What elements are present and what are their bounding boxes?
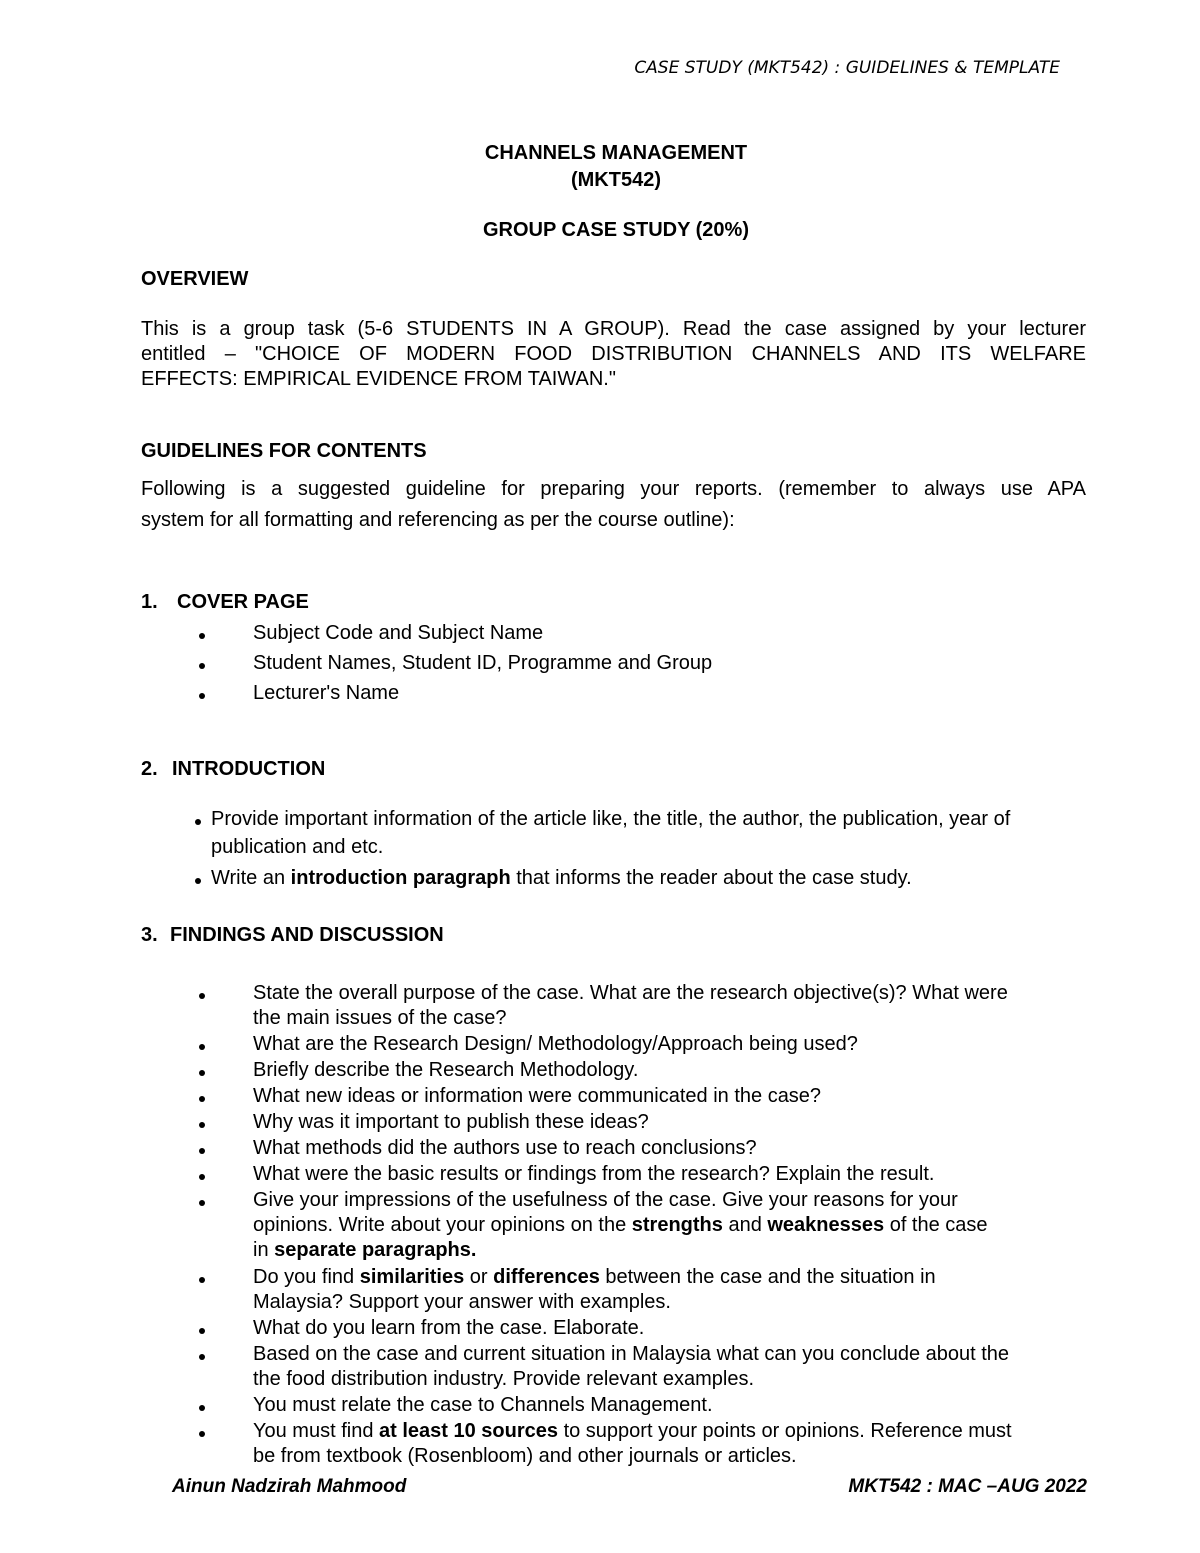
bullet-icon	[199, 1148, 205, 1154]
list-item: Subject Code and Subject Name	[253, 622, 544, 644]
guidelines-heading: GUIDELINES FOR CONTENTS	[141, 440, 427, 462]
bullet-icon	[199, 1122, 205, 1128]
list-item: Lecturer's Name	[253, 682, 400, 704]
bullet-icon	[199, 1070, 205, 1076]
document-title: CHANNELS MANAGEMENT	[484, 142, 748, 164]
list-item: Student Names, Student ID, Programme and Group	[253, 652, 713, 674]
list-item-emphasis: weaknesses	[767, 1214, 885, 1236]
list-item-continuation: the food distribution industry. Provide relevant examples.	[253, 1368, 755, 1390]
list-item: What are the Research Design/ Methodology/Approach being used?	[253, 1033, 858, 1055]
bullet-icon	[199, 1405, 205, 1411]
bullet-icon	[199, 1354, 205, 1360]
list-item: Give your impressions of the usefulness of the case. Give your reasons for your	[253, 1189, 958, 1211]
list-item: Provide important information of the article like, the title, the author, the publication, year of	[211, 808, 1011, 830]
list-item: What were the basic results or findings from the research? Explain the result.	[253, 1163, 935, 1185]
list-item-continuation: publication and etc.	[211, 836, 384, 858]
findings-heading: FINDINGS AND DISCUSSION	[170, 924, 444, 946]
list-item-text: or	[464, 1266, 494, 1288]
bullet-icon	[199, 633, 205, 639]
guidelines-line: Following is a suggested guideline for preparing your reports. (remember to always use APA	[141, 478, 1086, 500]
bullet-icon	[199, 1277, 205, 1283]
list-item-text: opinions. Write about your opinions on the	[253, 1214, 632, 1236]
bullet-icon	[199, 1044, 205, 1050]
list-item: Briefly describe the Research Methodology.	[253, 1059, 639, 1081]
bullet-icon	[199, 693, 205, 699]
bullet-icon	[199, 1096, 205, 1102]
guidelines-paragraph	[141, 474, 1086, 536]
list-item-text: Do you find	[253, 1266, 360, 1288]
overview-line: EFFECTS: EMPIRICAL EVIDENCE FROM TAIWAN."	[141, 368, 616, 390]
introduction-heading: INTRODUCTION	[172, 758, 326, 780]
list-item: What methods did the authors use to reach conclusions?	[253, 1137, 757, 1159]
list-item-emphasis: at least 10 sources	[379, 1420, 559, 1442]
footer-author: Ainun Nadzirah Mahmood	[172, 1476, 407, 1497]
bullet-icon	[199, 663, 205, 669]
list-item-text: between the case and the situation in	[599, 1266, 936, 1288]
cover-page-heading: COVER PAGE	[177, 591, 309, 613]
footer-course: MKT542 : MAC –AUG 2022	[848, 1476, 1087, 1497]
list-item-emphasis: introduction paragraph	[290, 867, 511, 889]
list-item-continuation: the main issues of the case?	[253, 1007, 507, 1029]
list-item-continuation: Malaysia? Support your answer with examples.	[253, 1291, 671, 1313]
list-item-continuation	[253, 1238, 476, 1263]
bullet-icon	[199, 1431, 205, 1437]
list-item	[211, 866, 912, 891]
list-item-emphasis: strengths	[631, 1214, 723, 1236]
list-item-emphasis: differences	[493, 1266, 600, 1288]
section-number: 3.	[141, 924, 158, 946]
bullet-icon	[199, 993, 205, 999]
list-item-text: Write an	[211, 867, 291, 889]
list-item-text: You must find	[253, 1420, 380, 1442]
list-item: Based on the case and current situation in Malaysia what can you conclude about the	[253, 1343, 1010, 1365]
list-item-emphasis: separate paragraphs.	[274, 1239, 477, 1261]
bullet-icon	[195, 878, 201, 884]
section-number: 1.	[141, 591, 158, 613]
list-item	[253, 1419, 1012, 1444]
overview-line: entitled – "CHOICE OF MODERN FOOD DISTRIBUTION CHANNELS AND ITS WELFARE	[141, 343, 1086, 365]
list-item-continuation: be from textbook (Rosenbloom) and other journals or articles.	[253, 1445, 797, 1467]
list-item: Why was it important to publish these ideas?	[253, 1111, 649, 1133]
list-item-text: in	[253, 1239, 275, 1261]
course-code: (MKT542)	[570, 169, 661, 191]
list-item-text: and	[722, 1214, 768, 1236]
overview-paragraph	[141, 317, 1086, 392]
list-item-emphasis: similarities	[359, 1266, 465, 1288]
list-item-text: that informs the reader about the case study.	[510, 867, 912, 889]
list-item: State the overall purpose of the case. What are the research objective(s)? What were	[253, 982, 1008, 1004]
guidelines-line: system for all formatting and referencing as per the course outline):	[141, 509, 735, 531]
list-item: You must relate the case to Channels Management.	[253, 1394, 713, 1416]
list-item-text: to support your points or opinions. Reference must	[558, 1420, 1012, 1442]
page-header: CASE STUDY (MKT542) : GUIDELINES & TEMPLATE	[634, 58, 1060, 78]
bullet-icon	[199, 1328, 205, 1334]
list-item: What new ideas or information were communicated in the case?	[253, 1085, 822, 1107]
overview-heading: OVERVIEW	[141, 268, 249, 290]
list-item-continuation	[253, 1213, 988, 1238]
overview-line: This is a group task (5-6 STUDENTS IN A GROUP). Read the case assigned by your lecturer	[141, 318, 1086, 340]
document-subtitle: GROUP CASE STUDY (20%)	[483, 219, 749, 241]
section-number: 2.	[141, 758, 158, 780]
list-item	[253, 1265, 936, 1290]
list-item: What do you learn from the case. Elaborate.	[253, 1317, 645, 1339]
bullet-icon	[195, 819, 201, 825]
bullet-icon	[199, 1200, 205, 1206]
list-item-text: of the case	[884, 1214, 988, 1236]
bullet-icon	[199, 1174, 205, 1180]
